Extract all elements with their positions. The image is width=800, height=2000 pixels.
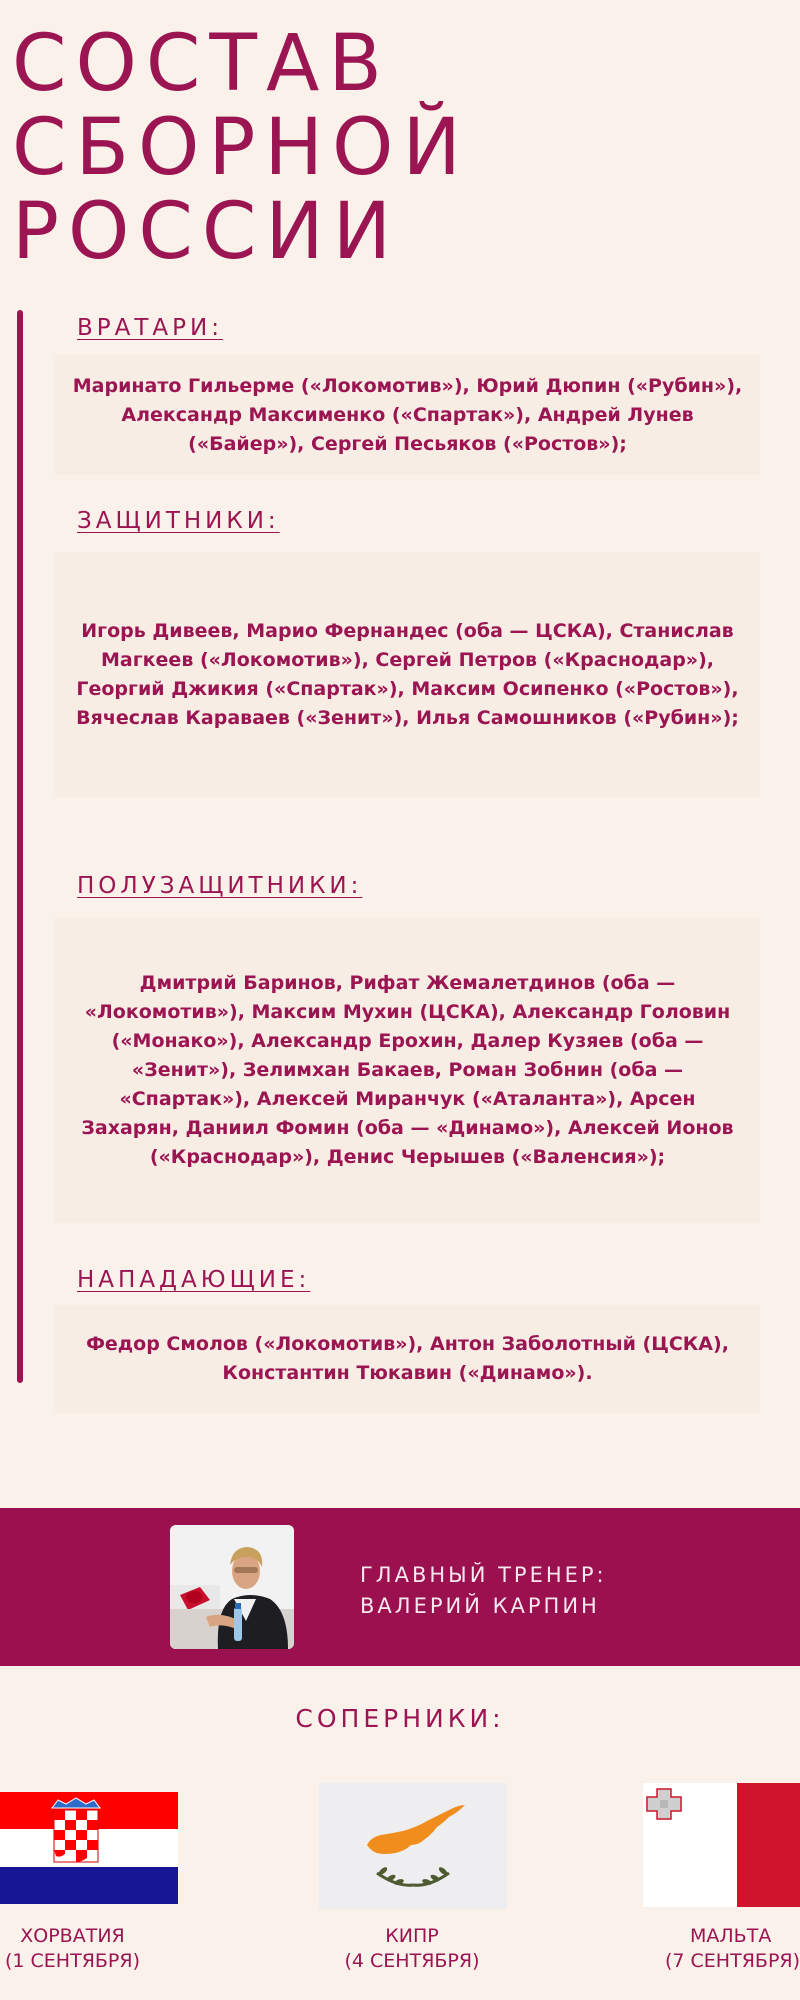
goalkeepers-list: Маринато Гильерме («Локомотив»), Юрий Дюпин («Рубин»), Александр Максименко («Спартак»), Андрей Лунев («Байер»), Сергей Песьяков («Ростов»); bbox=[55, 355, 760, 475]
vertical-accent-bar bbox=[17, 310, 23, 1383]
midfielders-heading: ПОЛУЗАЩИТНИКИ: bbox=[77, 873, 363, 899]
cyprus-flag-icon bbox=[319, 1783, 507, 1909]
malta-flag-icon bbox=[643, 1783, 800, 1907]
rival-malta-name: МАЛЬТА bbox=[690, 1925, 772, 1947]
coach-name: ВАЛЕРИЙ КАРПИН bbox=[360, 1594, 600, 1618]
page-title bbox=[12, 19, 470, 277]
rival-malta-date: (7 СЕНТЯБРЯ) bbox=[665, 1950, 800, 1972]
forwards-list: Федор Смолов («Локомотив»), Антон Заболотный (ЦСКА), Константин Тюкавин («Динамо»). bbox=[55, 1305, 760, 1413]
defenders-heading: ЗАЩИТНИКИ: bbox=[77, 508, 280, 534]
midfielders-list: Дмитрий Баринов, Рифат Жемалетдинов (оба — «Локомотив»), Максим Мухин (ЦСКА), Александр Головин («Монако»), Александр Ерохин, Далер Кузяев (оба — «Зенит»), Зелимхан Бакаев, Роман Зобнин (оба — «Спартак»), Алексей Миранчук («Аталанта»), Арсен Захарян, Даниил Фомин (оба — «Динамо»), Алексей Ионов («Краснодар»), Денис Черышев («Валенсия»); bbox=[55, 918, 760, 1223]
page-title-line-1: СОСТАВ bbox=[12, 19, 391, 109]
rival-croatia-name: ХОРВАТИЯ bbox=[20, 1925, 125, 1947]
coach-label: ГЛАВНЫЙ ТРЕНЕР: bbox=[360, 1563, 607, 1587]
coach-caption bbox=[360, 1560, 607, 1622]
rival-cyprus-date: (4 СЕНТЯБРЯ) bbox=[344, 1950, 480, 1972]
croatia-flag-icon bbox=[0, 1792, 178, 1904]
rival-malta bbox=[665, 1924, 800, 1974]
rival-cyprus bbox=[334, 1924, 490, 1974]
coach-photo bbox=[170, 1525, 294, 1649]
defenders-list: Игорь Дивеев, Марио Фернандес (оба — ЦСКА), Станислав Магкеев («Локомотив»), Сергей Петров («Краснодар»), Георгий Джикия («Спартак»), Максим Осипенко («Ростов»), Вячеслав Караваев («Зенит»), Илья Самошников («Рубин»); bbox=[55, 552, 760, 797]
goalkeepers-heading: ВРАТАРИ: bbox=[77, 315, 223, 341]
page-title-line-2: СБОРНОЙ bbox=[12, 103, 470, 193]
rival-croatia-date: (1 СЕНТЯБРЯ) bbox=[4, 1950, 140, 1972]
rivals-heading: СОПЕРНИКИ: bbox=[295, 1704, 505, 1733]
rival-croatia bbox=[0, 1924, 145, 1974]
forwards-heading: НАПАДАЮЩИЕ: bbox=[77, 1267, 311, 1293]
page-title-line-3: РОССИИ bbox=[12, 187, 401, 277]
coach-banner bbox=[0, 1508, 800, 1666]
rival-cyprus-name: КИПР bbox=[385, 1925, 439, 1947]
